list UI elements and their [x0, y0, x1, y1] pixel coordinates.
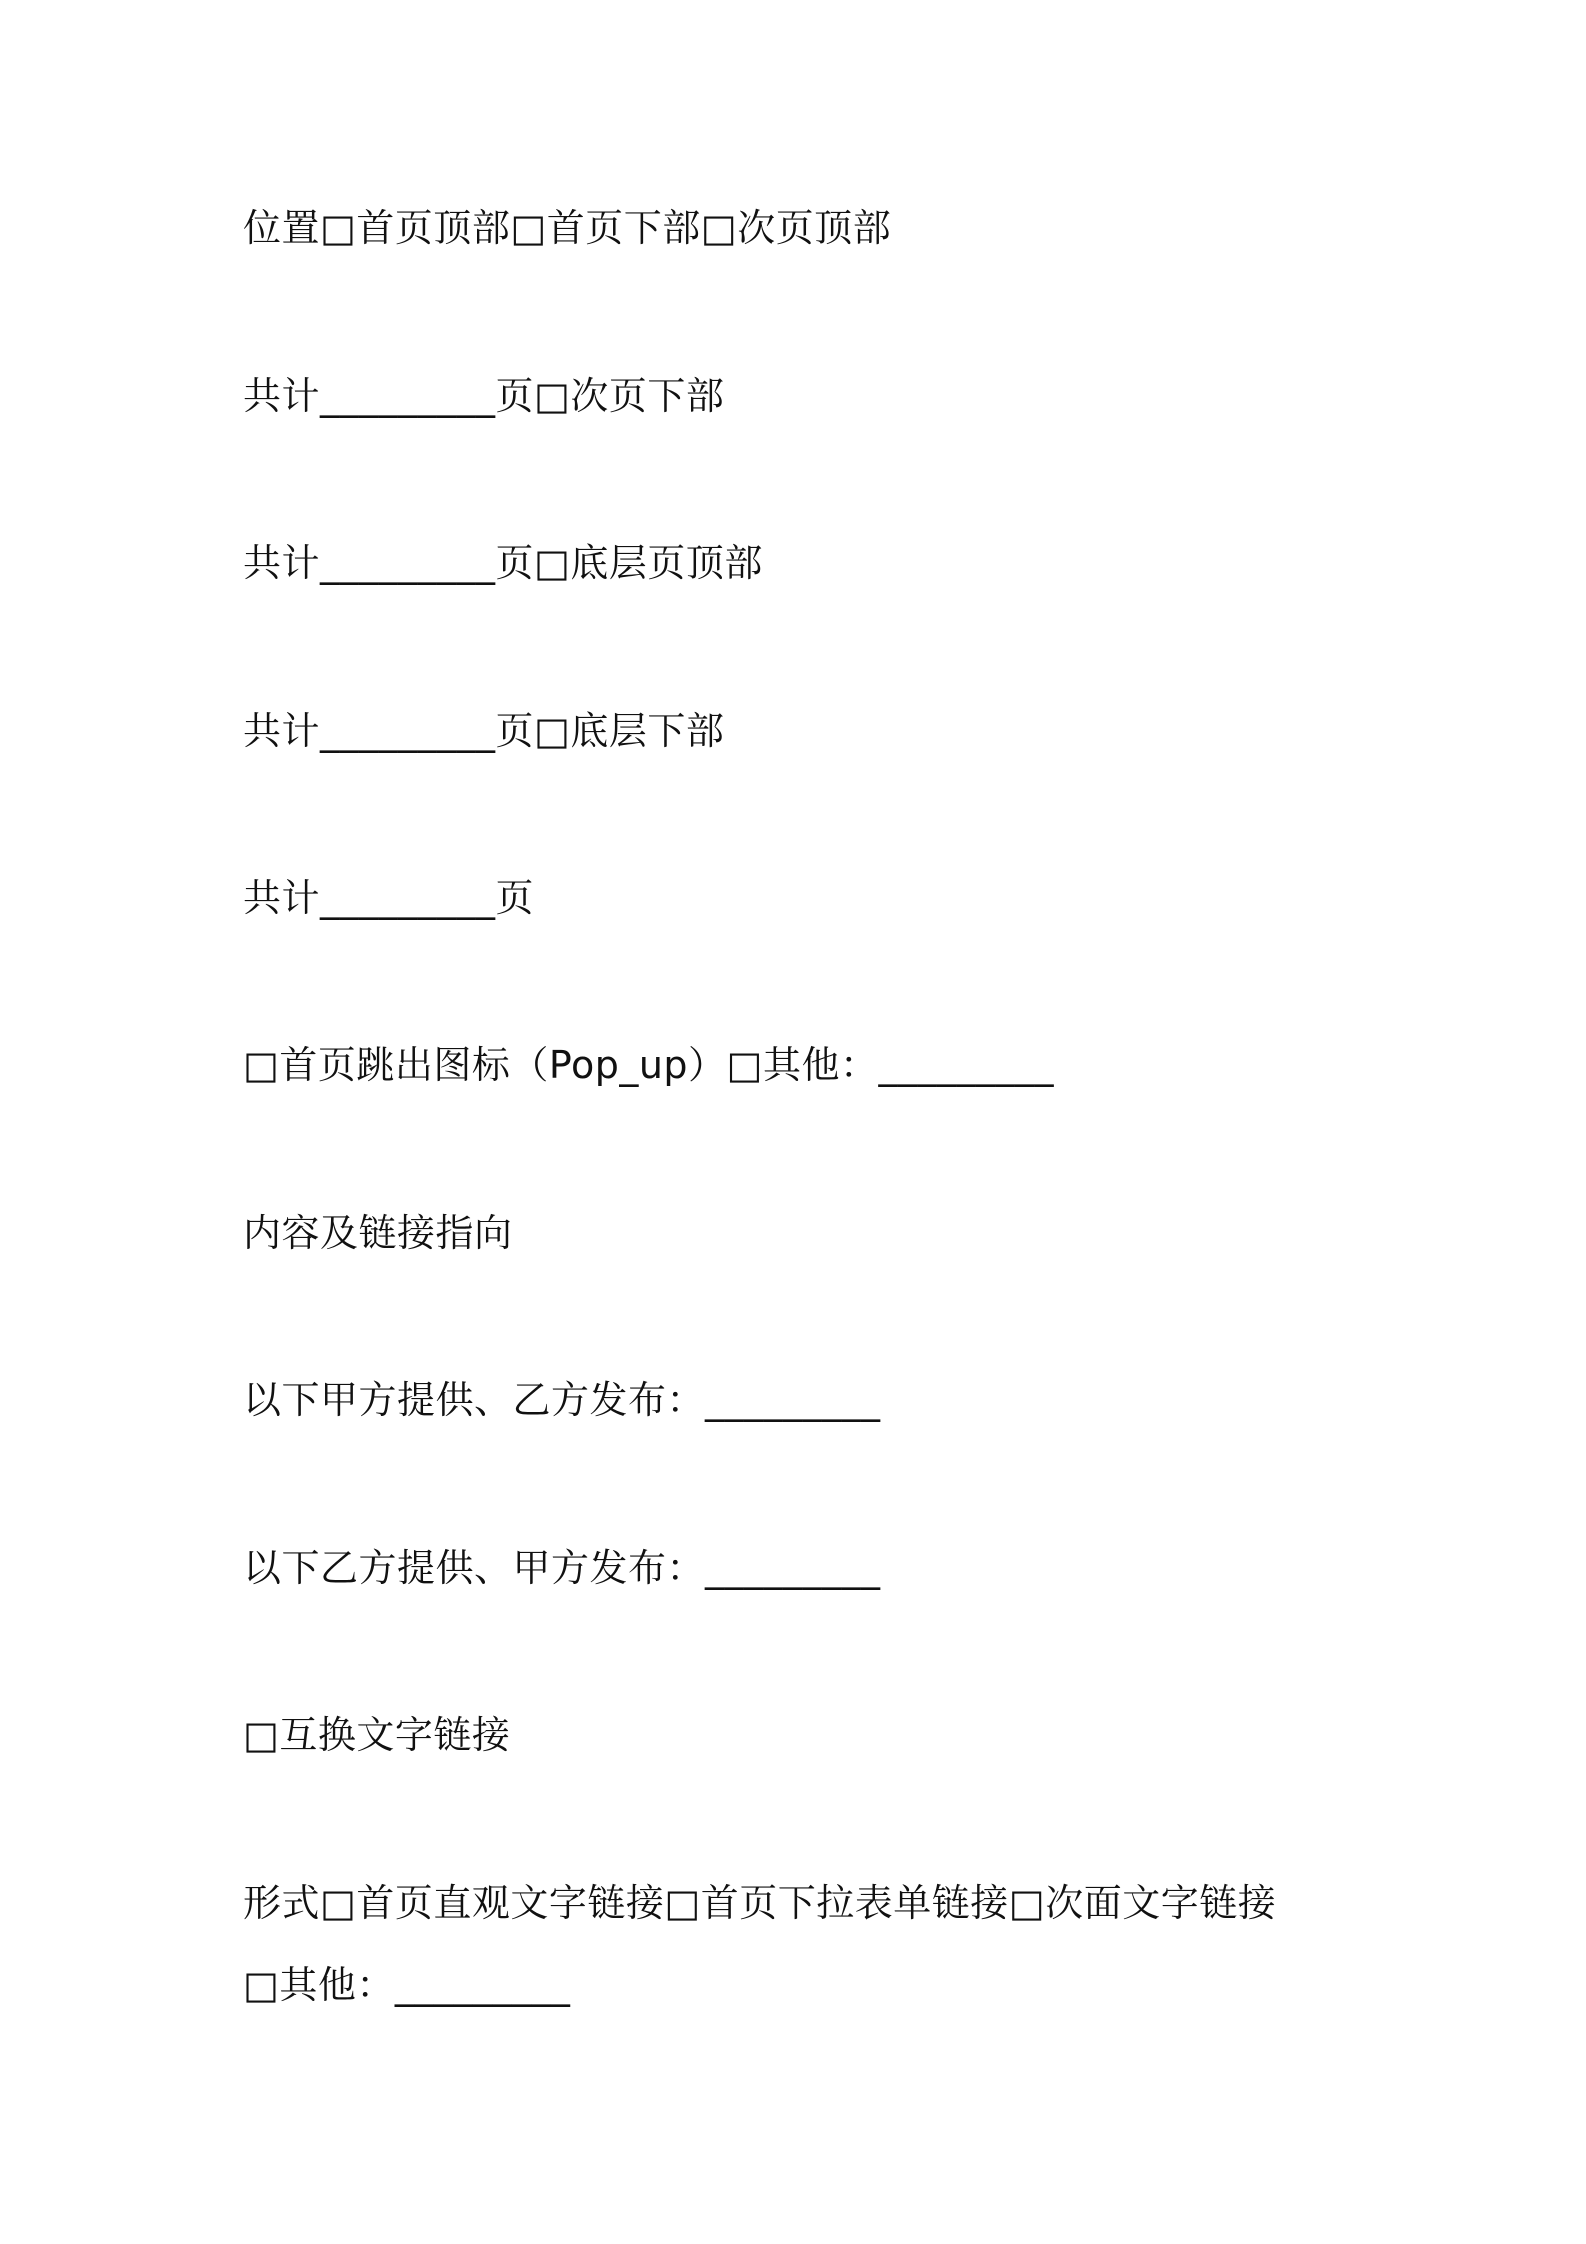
content-links-heading: 内容及链接指向	[243, 1211, 513, 1255]
page-count-line-4: 共计_________页	[243, 876, 535, 920]
page-count-line-1: 共计_________页□次页下部	[243, 374, 725, 418]
party-b-provides-line: 以下乙方提供、甲方发布：_________	[243, 1546, 881, 1590]
page-count-line-3: 共计_________页□底层下部	[243, 709, 725, 753]
text-link-exchange-line: □互换文字链接	[243, 1713, 511, 1757]
party-a-provides-line: 以下甲方提供、乙方发布：_________	[243, 1378, 881, 1422]
other-format-line: □其他：_________	[243, 1963, 571, 2007]
link-format-line: 形式□首页直观文字链接□首页下拉表单链接□次面文字链接	[243, 1881, 1277, 1925]
position-options-line: 位置□首页顶部□首页下部□次页顶部	[243, 206, 892, 250]
popup-other-line: □首页跳出图标（Pop_up）□其他：_________	[243, 1043, 1054, 1087]
page-count-line-2: 共计_________页□底层页顶部	[243, 541, 763, 585]
